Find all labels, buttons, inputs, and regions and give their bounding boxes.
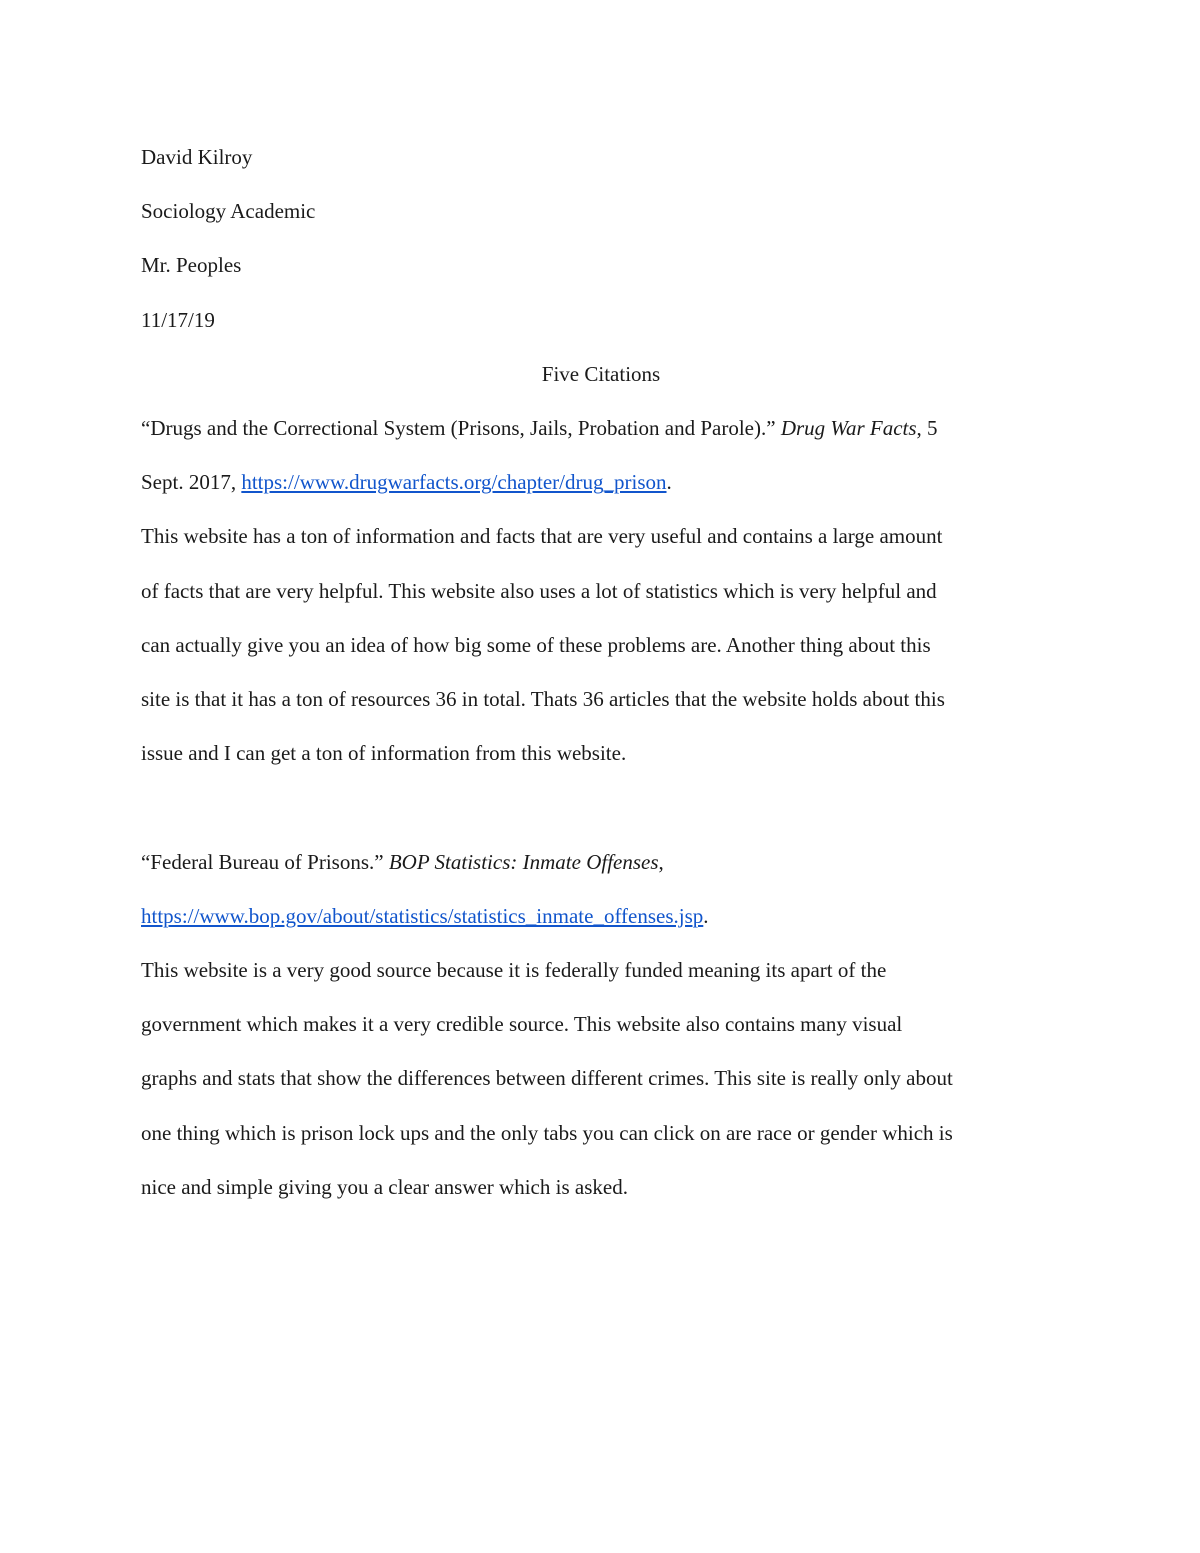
annotation-line: graphs and stats that show the differences between different crimes. This site is really only about [141,1066,953,1091]
annotation-line: This website is a very good source because it is federally funded meaning its apart of the [141,958,887,983]
citation-2 [141,835,1061,1214]
course-name: Sociology Academic [141,199,316,224]
citation-link[interactable]: https://www.drugwarfacts.org/chapter/drug_prison [241,470,667,495]
citation-entry-line-1 [141,401,1061,455]
citation-source: Drug War Facts [780,416,917,441]
citation-source: BOP Statistics: Inmate Offenses [388,849,659,874]
citation-title: “Drugs and the Correctional System (Prisons, Jails, Probation and Parole).” [141,416,776,441]
annotation-line: site is that it has a ton of resources 36 in total. Thats 36 articles that the website holds about this [141,687,945,712]
annotation-line: of facts that are very helpful. This website also uses a lot of statistics which is very helpful and [141,578,937,603]
annotation-line: can actually give you an idea of how big some of these problems are. Another thing about this [141,632,931,657]
document-body [141,130,1061,1214]
citation-entry-line-2 [141,455,1061,509]
citation-entry-line-2 [141,889,1061,943]
citation-punctuation: , [658,849,664,874]
annotation-line: This website has a ton of information and facts that are very useful and contains a large amount [141,524,943,549]
citation-link[interactable]: https://www.bop.gov/about/statistics/statistics_inmate_offenses.jsp [141,903,704,928]
citation-entry-line-1 [141,835,1061,889]
citation-end-punctuation: . [666,470,672,495]
teacher-name: Mr. Peoples [141,253,242,278]
citation-date-part: Sept. 2017, [141,470,242,495]
document-date: 11/17/19 [141,307,215,332]
citation-title: “Federal Bureau of Prisons.” [141,849,384,874]
author-name: David Kilroy [141,145,253,169]
citation-1 [141,401,1061,780]
page-title: Five Citations [541,361,661,386]
annotation-line: issue and I can get a ton of information from this website. [141,741,627,766]
annotation-line: government which makes it a very credible source. This website also contains many visual [141,1012,903,1037]
citation-date-part: , 5 [916,416,938,441]
annotation-line: nice and simple giving you a clear answer which is asked. [141,1174,628,1199]
citation-end-punctuation: . [703,903,709,928]
annotation-line: one thing which is prison lock ups and the only tabs you can click on are race or gender which is [141,1120,953,1145]
blank-line [141,780,1061,834]
